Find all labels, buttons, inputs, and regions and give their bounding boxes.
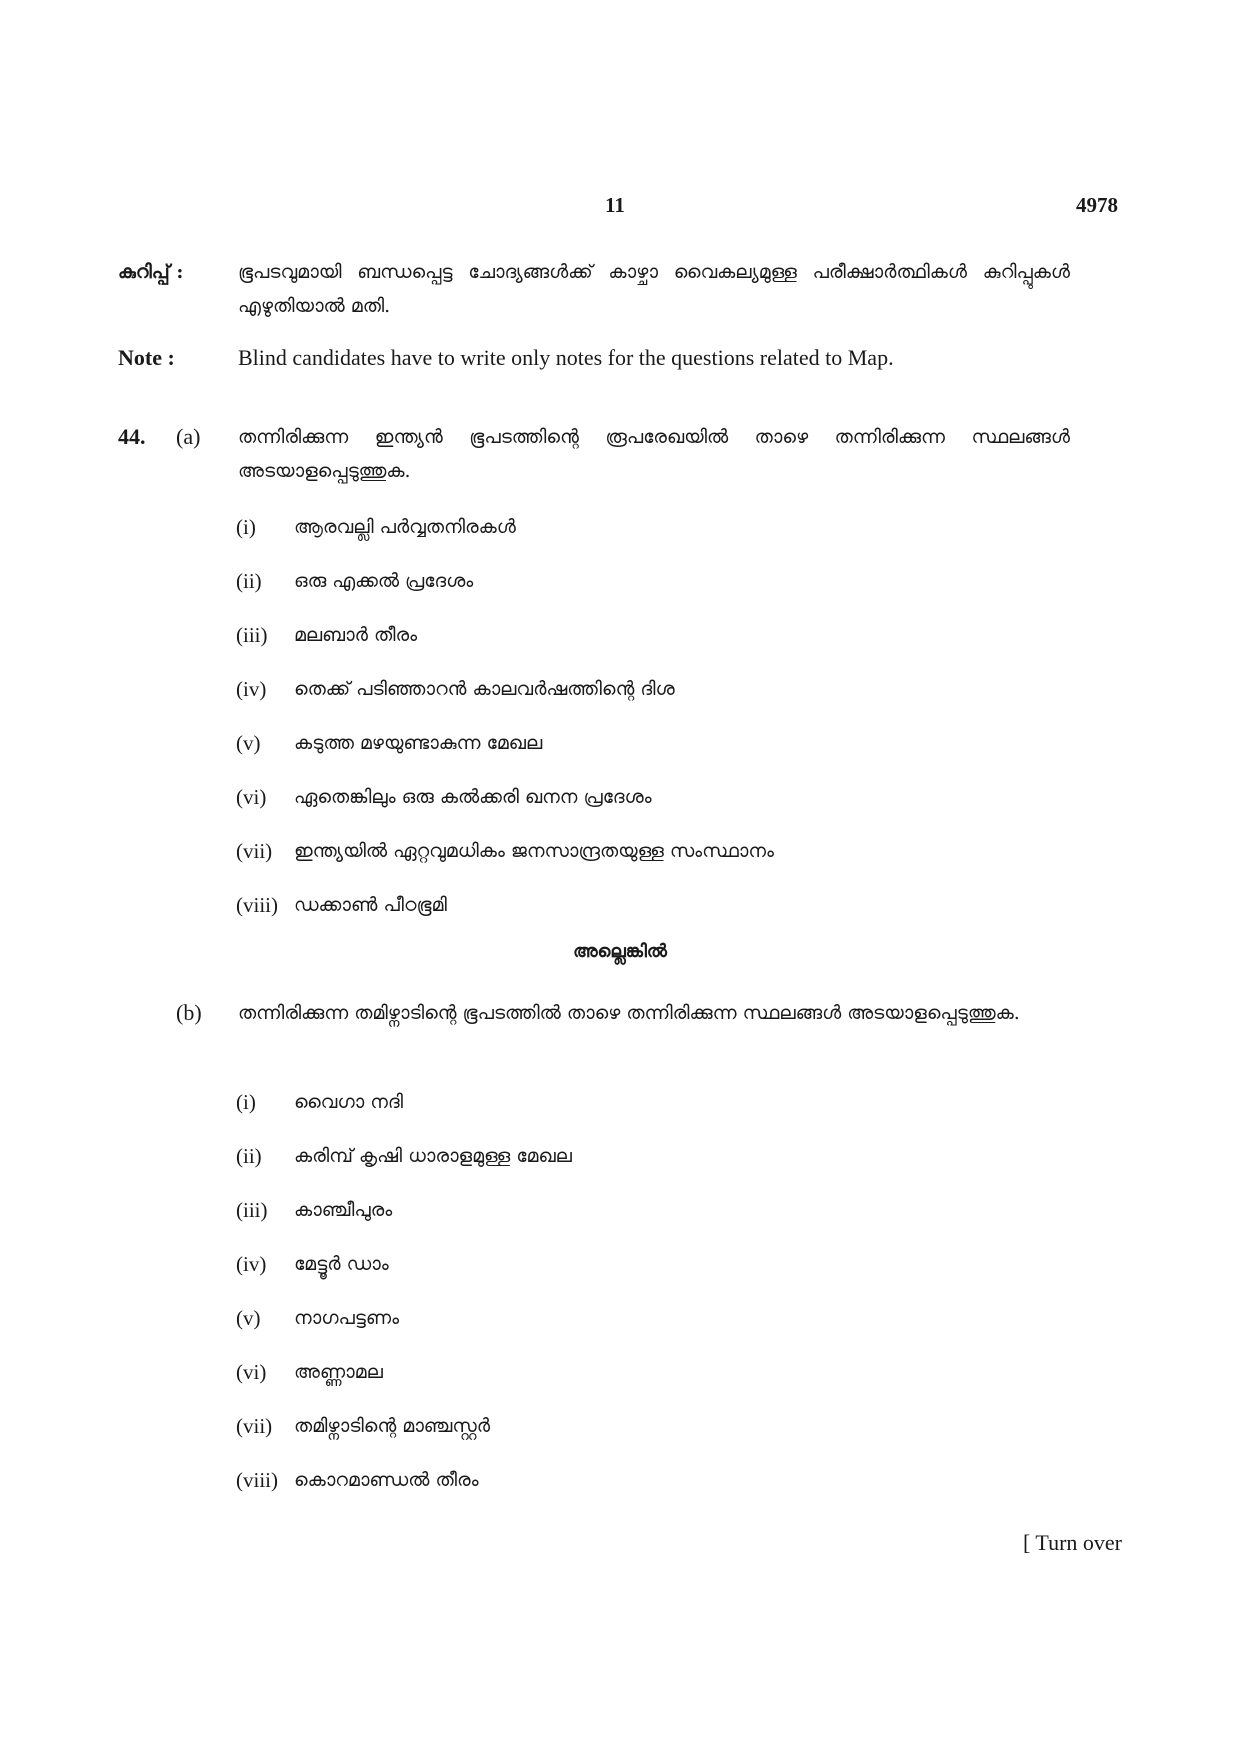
list-item <box>236 1399 996 1453</box>
list-item <box>236 1129 996 1183</box>
list-item <box>236 824 996 878</box>
item-text: നാഗപട്ടണം <box>294 1307 400 1329</box>
item-numeral: (iv) <box>236 1251 267 1276</box>
list-item <box>236 878 996 932</box>
malayalam-note-label: കുറിപ്പ് : <box>118 261 184 283</box>
item-text: അണ്ണാമല <box>294 1361 383 1383</box>
item-numeral: (viii) <box>236 1467 278 1492</box>
list-item <box>236 770 996 824</box>
list-item <box>236 1183 996 1237</box>
part-b-list <box>236 1075 996 1507</box>
item-text: കടുത്ത മഴയുണ്ടാകുന്ന മേഖല <box>294 732 543 754</box>
english-note-text: Blind candidates have to write only notes for the questions related to Map. <box>238 345 894 370</box>
item-numeral: (iv) <box>236 676 267 701</box>
list-item <box>236 554 996 608</box>
english-note-label: Note : <box>118 345 175 370</box>
list-item <box>236 1237 996 1291</box>
question-44-part-a <box>118 420 1070 488</box>
item-numeral: (vi) <box>236 1359 267 1384</box>
item-text: മേട്ടൂർ ഡാം <box>294 1253 389 1275</box>
item-numeral: (v) <box>236 1305 261 1330</box>
list-item <box>236 1291 996 1345</box>
item-numeral: (ii) <box>236 568 262 593</box>
turn-over-label: [ Turn over <box>1022 1530 1122 1555</box>
page-number: 11 <box>605 193 625 217</box>
list-item <box>236 1345 996 1399</box>
item-numeral: (vi) <box>236 784 267 809</box>
part-b-instruction: തന്നിരിക്കുന്ന തമിഴ്നാടിന്റെ ഭൂപടത്തിൽ താഴെ തന്നിരിക്കുന്ന സ്ഥലങ്ങൾ അടയാളപ്പെടുത്തുക. <box>238 1002 1020 1024</box>
question-number: 44. <box>118 424 146 449</box>
item-numeral: (iii) <box>236 622 268 647</box>
part-b-label: (b) <box>176 1000 202 1025</box>
english-note <box>118 341 1070 375</box>
item-numeral: (vii) <box>236 1413 273 1438</box>
item-text: കരിമ്പ് കൃഷി ധാരാളമുള്ള മേഖല <box>294 1145 572 1167</box>
item-text: വൈഗാ നദി <box>294 1091 404 1113</box>
malayalam-note-text: ഭൂപടവുമായി ബന്ധപ്പെട്ട ചോദ്യങ്ങൾക്ക് കാഴ്ചാ വൈകല്യമുള്ള പരീക്ഷാർത്ഥികൾ കുറിപ്പുകൾ എഴുതിയാൽ മതി. <box>238 261 1070 317</box>
part-a-list <box>236 500 996 932</box>
list-item <box>236 608 996 662</box>
or-separator: അല്ലെങ്കിൽ <box>573 941 667 962</box>
malayalam-note <box>118 255 1070 323</box>
item-text: തമിഴ്നാടിന്റെ മാഞ്ചസ്റ്റർ <box>294 1415 491 1437</box>
list-item <box>236 1075 996 1129</box>
item-text: മലബാർ തീരം <box>294 624 418 646</box>
item-text: ഒരു എക്കൽ പ്രദേശം <box>294 570 474 592</box>
item-numeral: (iii) <box>236 1197 268 1222</box>
list-item <box>236 500 996 554</box>
item-text: കൊറമാണ്ഡൽ തീരം <box>294 1469 479 1491</box>
item-numeral: (i) <box>236 1089 256 1114</box>
list-item <box>236 1453 996 1507</box>
list-item <box>236 662 996 716</box>
paper-code: 4978 <box>1076 193 1118 217</box>
item-text: ഡക്കാൺ പീഠഭൂമി <box>294 894 447 916</box>
item-text: ഏതെങ്കിലും ഒരു കൽക്കരി ഖനന പ്രദേശം <box>294 786 652 808</box>
item-numeral: (vii) <box>236 838 273 863</box>
part-a-instruction: തന്നിരിക്കുന്ന ഇന്ത്യൻ ഭൂപടത്തിന്റെ രൂപരേഖയിൽ താഴെ തന്നിരിക്കുന്ന സ്ഥലങ്ങൾ അടയാളപ്പെടുത്തുക. <box>238 426 1070 482</box>
part-a-label: (a) <box>176 424 201 449</box>
item-numeral: (i) <box>236 514 256 539</box>
item-text: തെക്ക് പടിഞ്ഞാറൻ കാലവർഷത്തിന്റെ ദിശ <box>294 678 675 700</box>
item-numeral: (v) <box>236 730 261 755</box>
item-text: ഇന്ത്യയിൽ ഏറ്റവുമധികം ജനസാന്ദ്രതയുള്ള സംസ്ഥാനം <box>294 840 775 862</box>
item-text: ആരവല്ലി പർവ്വതനിരകൾ <box>294 516 516 538</box>
item-numeral: (viii) <box>236 892 278 917</box>
item-text: കാഞ്ചീപുരം <box>294 1199 393 1221</box>
question-44-part-b <box>118 996 1070 1030</box>
question-number-spacer <box>118 996 176 1030</box>
list-item <box>236 716 996 770</box>
item-numeral: (ii) <box>236 1143 262 1168</box>
